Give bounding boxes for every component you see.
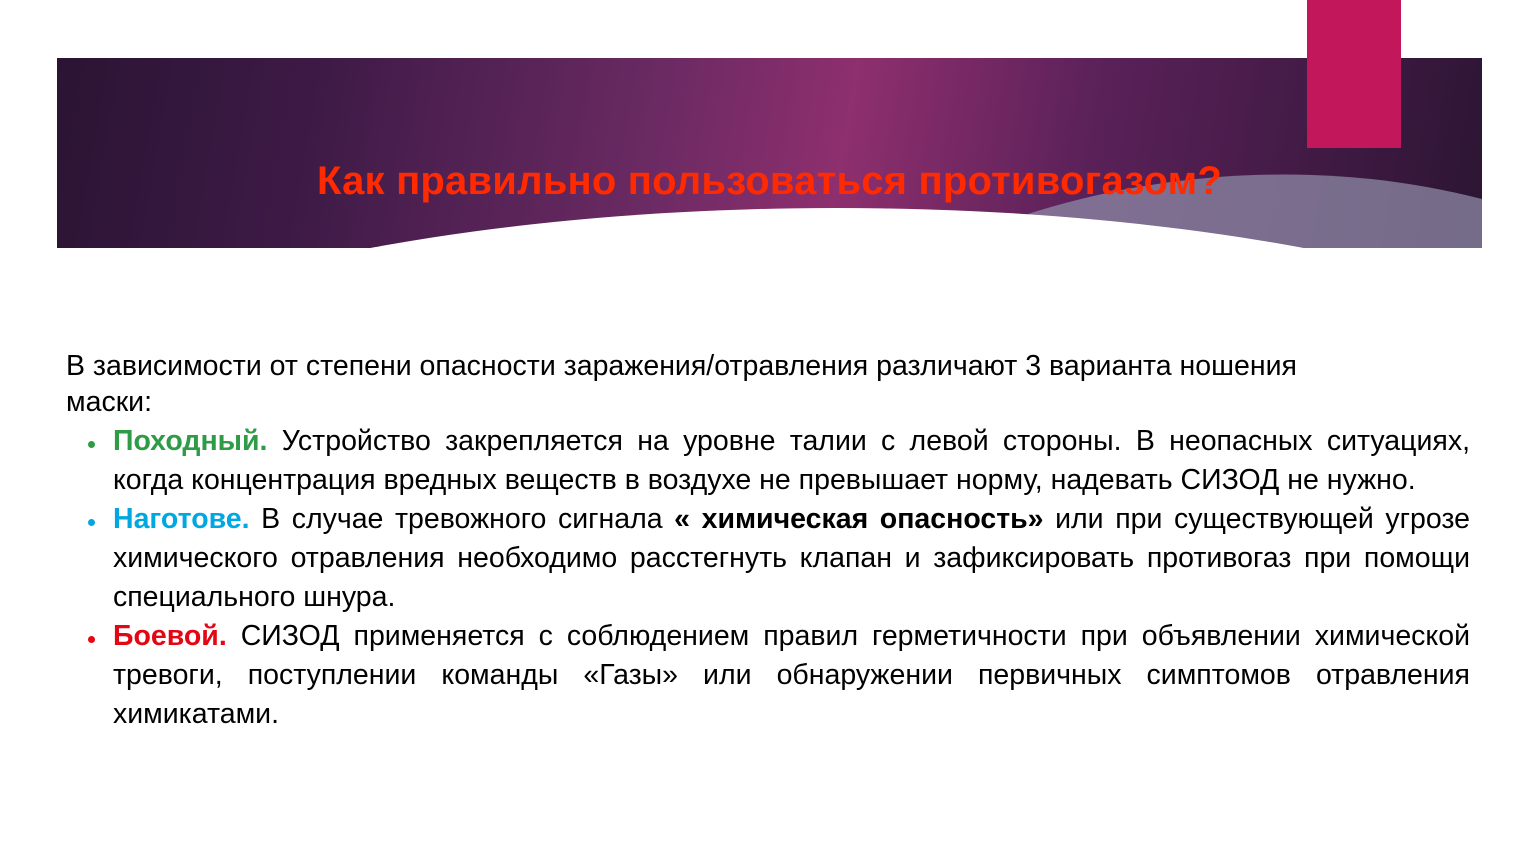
accent-rectangle (1307, 0, 1401, 148)
variant-text-nagotove-before: В случае тревожного сигнала (249, 503, 675, 535)
variant-text-pohodny: Устройство закрепляется на уровне талии с левой стороны. В неопасных ситуациях, когда концентрация вредных веществ в воздухе не превышает норму, надевать СИЗОД не нужно. (113, 425, 1470, 496)
variant-text-boevoy: СИЗОД применяется с соблюдением правил герметичности при объявлении химической тревоги, поступлении команды «Газы» или обнаружении первичных симптомов отравления химикатами. (113, 620, 1470, 730)
variant-lead-nagotove: Наготове. (113, 503, 250, 535)
list-item (66, 617, 1470, 734)
slide-header-decoration (0, 0, 1533, 300)
intro-line-1: В зависимости от степени опасности заражения/отравления различают 3 варианта ношения (66, 350, 1297, 382)
variant-text-nagotove-after: или при существующей угрозе химического отравления необходимо расстегнуть клапан и зафиксировать противогаз при помощи специального шнура. (113, 503, 1471, 613)
intro-paragraph (66, 348, 1470, 420)
variant-lead-boevoy: Боевой. (113, 620, 227, 652)
variant-text-nagotove-emphasis: « химическая опасность» (674, 503, 1044, 535)
list-item (66, 422, 1470, 500)
header-gradient-band (57, 58, 1482, 248)
variants-list (66, 422, 1470, 734)
slide-body (66, 348, 1470, 734)
list-item (66, 500, 1470, 617)
intro-line-2: маски: (66, 386, 153, 418)
page-title: Как правильно пользоваться противогазом? (316, 158, 1223, 203)
variant-lead-pohodny: Походный. (113, 425, 268, 457)
